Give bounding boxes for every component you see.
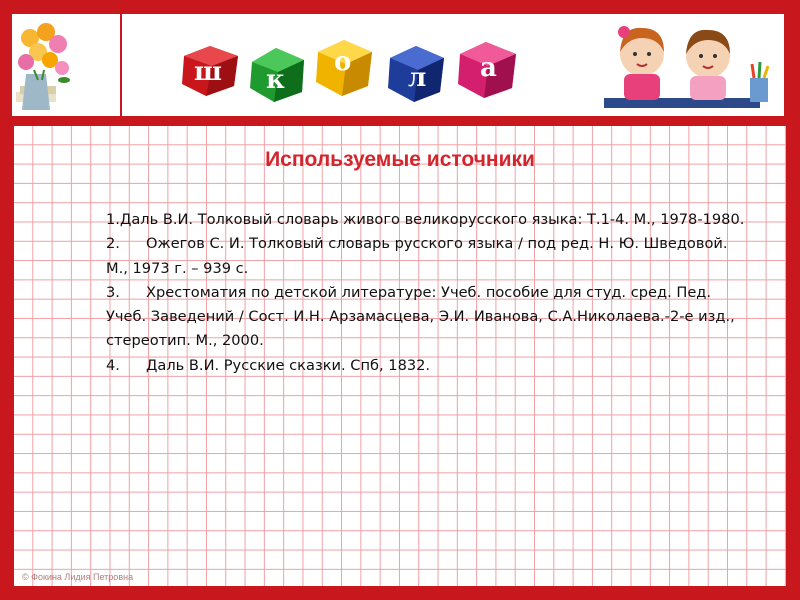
source-text: Даль В.И. Русские сказки. Спб, 1832. xyxy=(146,356,431,374)
block-letter: ш xyxy=(194,57,222,87)
header-band xyxy=(0,0,800,126)
letter-block-sh xyxy=(176,34,246,104)
block-letter: л xyxy=(408,63,427,93)
list-item xyxy=(106,208,746,232)
source-number: 2. xyxy=(106,235,120,253)
flower-bouquet-image xyxy=(12,14,120,116)
children-illustration xyxy=(600,14,784,116)
letter-block-a xyxy=(454,32,522,104)
source-number: 3. xyxy=(106,283,120,301)
letter-block-l xyxy=(384,36,450,108)
block-letter: к xyxy=(266,65,285,95)
letter-block-k xyxy=(246,38,312,108)
block-letter: о xyxy=(334,47,352,77)
letter-block-o xyxy=(312,30,378,102)
list-item xyxy=(106,281,746,354)
source-text: Хрестоматия по детской литературе: Учеб. пособие для студ. сред. Пед. Учеб. Заведений / Сост. И.Н. Арзамасцева, Э.И. Иванова, С.А.Николаева.-2-е изд., стереотип. М., 2000. xyxy=(106,283,735,350)
source-text: Даль В.И. Толковый словарь живого великорусского языка: Т.1-4. М., 1978-1980. xyxy=(119,211,745,228)
list-item xyxy=(106,354,746,378)
source-number: 4. xyxy=(106,356,120,374)
block-letter: а xyxy=(480,53,497,83)
sources-list xyxy=(106,208,746,378)
list-item xyxy=(106,232,746,281)
copyright-text: © Фокина Лидия Петровна xyxy=(22,572,134,582)
source-text: Ожегов С. И. Толковый словарь русского языка / под ред. Н. Ю. Шведовой. М., 1973 г. – 939 с. xyxy=(106,235,728,277)
source-number: 1. xyxy=(106,211,120,228)
page-title: Используемые источники xyxy=(265,148,535,171)
grid-paper-panel xyxy=(14,126,786,586)
